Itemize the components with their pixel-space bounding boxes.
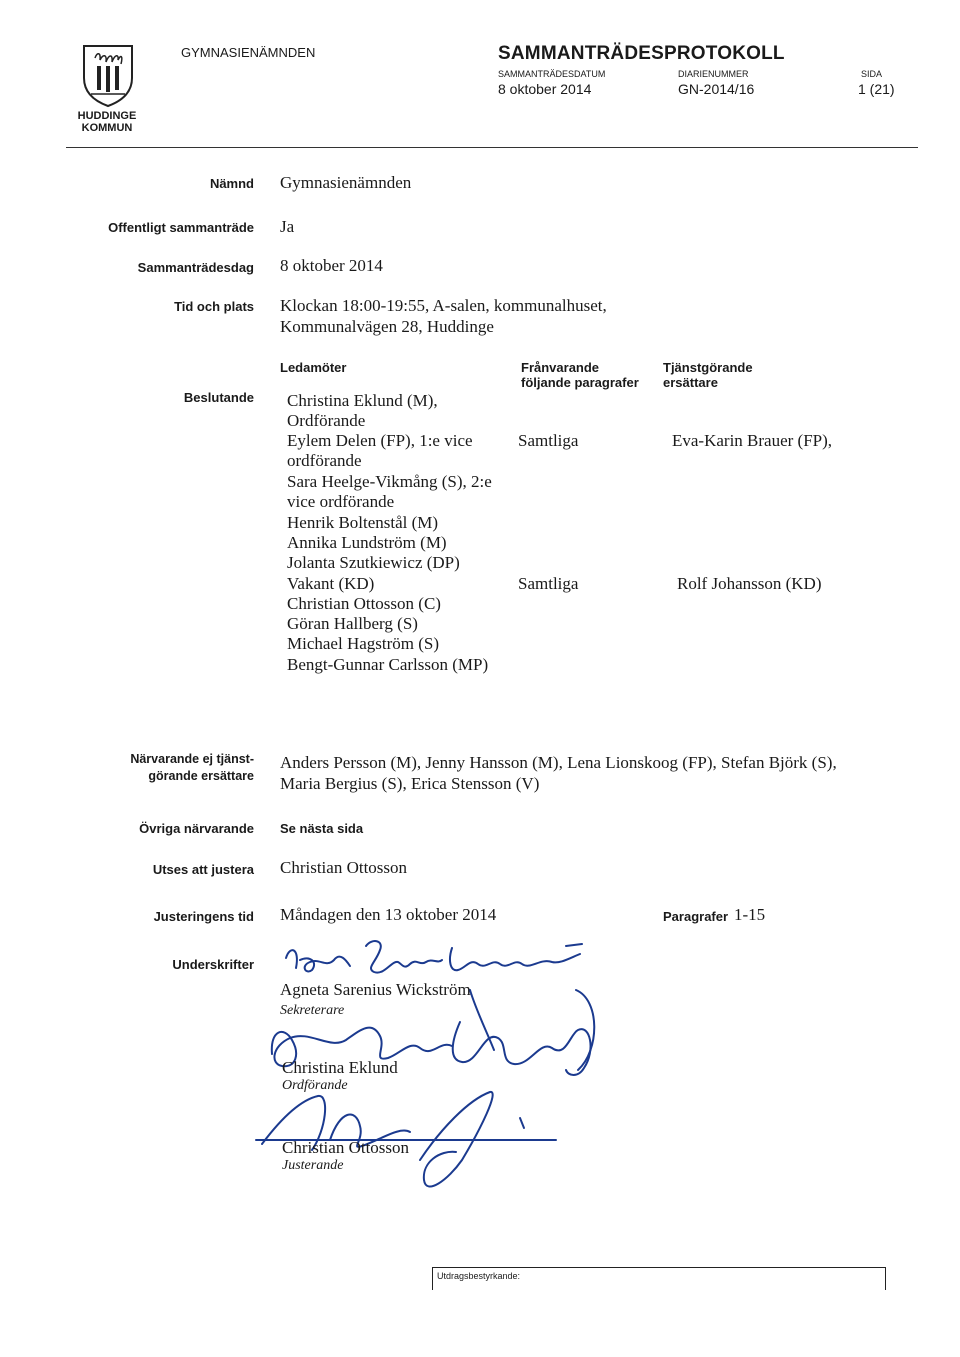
committee-label: Nämnd (209, 176, 254, 191)
member-line: Göran Hallberg (S) (287, 614, 418, 633)
public-meeting-value: Ja (280, 217, 295, 236)
meeting-day-value: 8 oktober 2014 (280, 256, 383, 275)
absent-paragraphs-2: Samtliga (518, 574, 579, 593)
signer-3-title: Justerande (282, 1158, 344, 1173)
substitute-column-header-2: ersättare (663, 375, 718, 390)
member-line: Michael Hagström (S) (287, 634, 440, 653)
absent-column-header-1: Frånvarande (521, 360, 600, 375)
member-line: Jolanta Szutkiewicz (DP) (287, 553, 460, 572)
member-line: Vakant (KD) (287, 574, 375, 593)
meeting-date-label: SAMMANTRÄDESDATUM (498, 69, 606, 79)
public-meeting-label: Offentligt sammanträde (108, 220, 254, 235)
absent-paragraphs-1: Samtliga (518, 431, 579, 450)
substitute-column-header-1: Tjänstgörande (663, 360, 753, 375)
signer-1-name: Agneta Sarenius Wickström (280, 980, 471, 999)
committee-value: Gymnasienämnden (280, 173, 412, 192)
diary-number-label: DIARIENUMMER (678, 69, 749, 79)
signer-3-name: Christian Ottosson (282, 1138, 410, 1157)
signer-1-title: Sekreterare (280, 1003, 345, 1018)
member-line: Bengt-Gunnar Carlsson (MP) (287, 655, 489, 674)
document-title: SAMMANTRÄDESPROTOKOLL (498, 43, 785, 64)
page-number: 1 (21) (858, 81, 895, 97)
appointed-adjuster-label: Utses att justera (152, 862, 254, 877)
paragraphs-value: 1-15 (734, 905, 766, 924)
extract-certification-label: Utdragsbestyrkande: (437, 1271, 521, 1281)
board-name: GYMNASIENÄMNDEN (181, 45, 316, 60)
appointed-adjuster-value: Christian Ottosson (280, 858, 408, 877)
serving-substitute-2: Rolf Johansson (KD) (677, 574, 822, 593)
present-substitutes-label-1: Närvarande ej tjänst- (130, 752, 254, 766)
adjustment-time-value: Måndagen den 13 oktober 2014 (280, 905, 497, 924)
member-line: Sara Heelge-Vikmång (S), 2:e (287, 472, 492, 491)
page-label: SIDA (861, 69, 883, 79)
present-substitutes-line-2: Maria Bergius (S), Erica Stensson (V) (280, 774, 540, 793)
member-line: Henrik Boltenstål (M) (287, 513, 439, 532)
decision-makers-label: Beslutande (183, 390, 254, 405)
member-line: Eylem Delen (FP), 1:e vice (287, 431, 473, 450)
serving-substitute-1: Eva-Karin Brauer (FP), (672, 431, 833, 450)
members-column-header: Ledamöter (280, 360, 347, 375)
signer-2-title: Ordförande (282, 1078, 348, 1093)
member-line: Ordförande (287, 411, 366, 430)
others-present-value: Se nästa sida (280, 821, 364, 836)
adjustment-time-label: Justeringens tid (153, 909, 254, 924)
signatures-label: Underskrifter (172, 957, 254, 972)
meeting-date-value: 8 oktober 2014 (498, 81, 592, 97)
others-present-label: Övriga närvarande (139, 821, 254, 836)
diary-number-value: GN-2014/16 (678, 81, 755, 97)
municipality-name: HUDDINGE KOMMUN (77, 110, 137, 134)
absent-column-header-2: följande paragrafer (521, 375, 639, 390)
present-substitutes-label-2: görande ersättare (148, 769, 254, 783)
signer-2-name: Christina Eklund (282, 1058, 398, 1077)
member-line: Christina Eklund (M), (287, 391, 438, 410)
time-place-line-2: Kommunalvägen 28, Huddinge (280, 317, 494, 336)
member-line: vice ordförande (287, 492, 395, 511)
present-substitutes-line-1: Anders Persson (M), Jenny Hansson (M), Lena Lionskoog (FP), Stefan Björk (S), (280, 753, 837, 772)
paragraphs-label: Paragrafer (663, 909, 729, 924)
meeting-day-label: Sammanträdesdag (137, 260, 254, 275)
member-line: ordförande (287, 451, 362, 470)
member-line: Annika Lundström (M) (287, 533, 447, 552)
time-place-line-1: Klockan 18:00-19:55, A-salen, kommunalhuset, (280, 296, 607, 315)
member-line: Christian Ottosson (C) (287, 594, 441, 613)
time-place-label: Tid och plats (174, 299, 254, 314)
